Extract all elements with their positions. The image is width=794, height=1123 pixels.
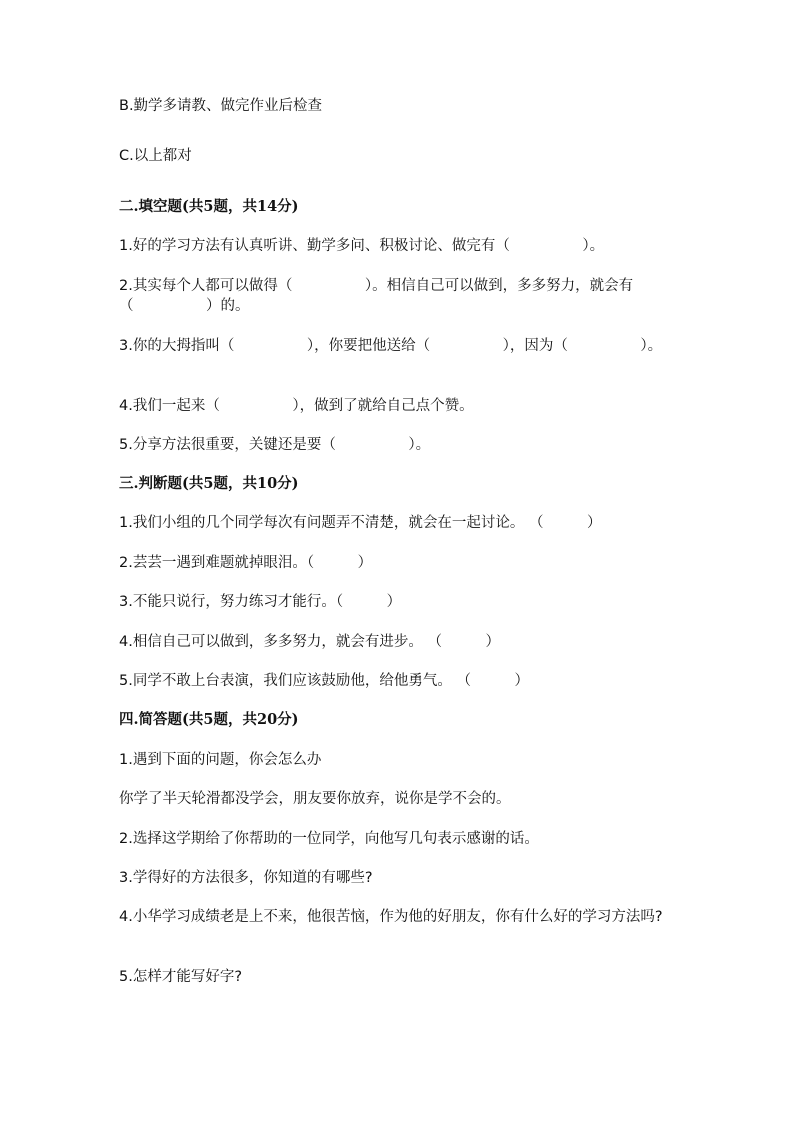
short-answer-question-3: 3.学得好的方法很多，你知道的有哪些?: [119, 870, 373, 886]
fill-blank-question-2: 2.其实每个人都可以做得（ ）。相信自己可以做到，多多努力，就会有（ ）的。: [119, 278, 634, 314]
short-answer-question-4: 4.小华学习成绩老是上不来，他很苦恼，作为他的好朋友，你有什么好的学习方法吗?: [119, 909, 663, 925]
choice-option-c: C.以上都对: [119, 148, 192, 164]
section-title-short-answer: 四.简答题(共5题，共20分): [119, 711, 299, 728]
fill-blank-question-3: 3.你的大拇指叫（ ），你要把他送给（ ），因为（ ）。: [119, 338, 663, 354]
short-answer-question-1-detail: 你学了半天轮滑都没学会，朋友要你放弃，说你是学不会的。: [119, 791, 511, 807]
short-answer-question-2: 2.选择这学期给了你帮助的一位同学，向他写几句表示感谢的话。: [119, 831, 539, 847]
section-title-fill-blank: 二.填空题(共5题，共14分): [119, 198, 299, 215]
short-answer-question-5: 5.怎样才能写好字?: [119, 969, 243, 985]
true-false-question-2: 2.芸芸一遇到难题就掉眼泪。（ ）: [119, 555, 373, 571]
true-false-question-5: 5.同学不敢上台表演，我们应该鼓励他，给他勇气。 （ ）: [119, 673, 529, 689]
true-false-question-1: 1.我们小组的几个同学每次有问题弄不清楚，就会在一起讨论。 （ ）: [119, 515, 602, 531]
short-answer-question-1: 1.遇到下面的问题，你会怎么办: [119, 752, 322, 768]
choice-option-b: B.勤学多请教、做完作业后检查: [119, 98, 323, 114]
true-false-question-4: 4.相信自己可以做到，多多努力，就会有进步。 （ ）: [119, 634, 500, 650]
true-false-question-3: 3.不能只说行，努力练习才能行。（ ）: [119, 594, 402, 610]
fill-blank-question-5: 5.分享方法很重要，关键还是要（ ）。: [119, 437, 431, 453]
fill-blank-question-4: 4.我们一起来（ ），做到了就给自己点个赞。: [119, 398, 474, 414]
section-title-true-false: 三.判断题(共5题，共10分): [119, 475, 299, 492]
fill-blank-question-1: 1.好的学习方法有认真听讲、勤学多问、积极讨论、做完有（ ）。: [119, 238, 605, 254]
